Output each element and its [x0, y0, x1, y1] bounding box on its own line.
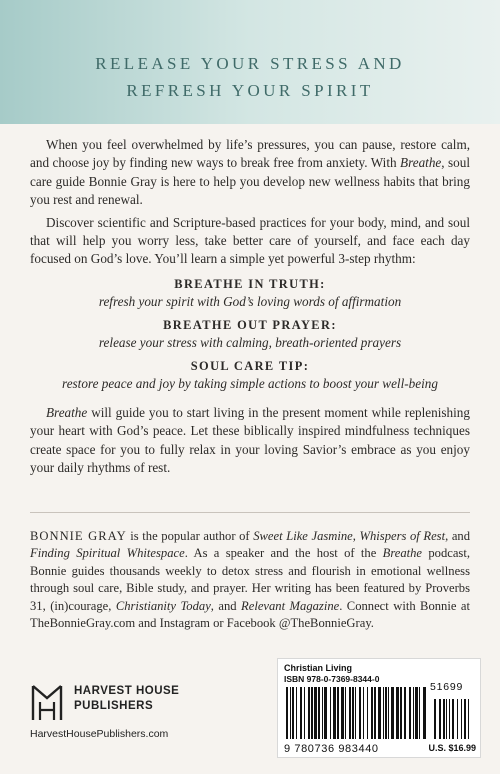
publisher-name-line-1: HARVEST HOUSE — [74, 685, 180, 697]
publisher-logo — [30, 680, 260, 740]
step-breathe-out — [30, 317, 470, 351]
bio-text: , and — [210, 598, 242, 613]
book-title: Finding Spiritual Whitespace — [30, 546, 185, 561]
podcast-title: Breathe — [382, 546, 423, 561]
step-text: refresh your spirit with God’s loving words of affirmation — [98, 293, 402, 309]
harvest-house-logo-icon — [30, 680, 64, 722]
closing-paragraph — [30, 404, 470, 478]
barcode-number: 9 780736 983440 — [284, 743, 379, 755]
bio-text: . Connect with Bonnie at TheBonnieGray.com and Instagram or Facebook @TheBonnieGray. — [30, 598, 470, 631]
bio-text: is the popular author of — [126, 529, 254, 543]
step-title: BREATHE OUT PRAYER: — [163, 317, 337, 332]
intro-text: When you feel overwhelmed by life’s pressures, you can pause, restore calm, and choose joy by finding new ways to break free from anxiety. With — [30, 137, 470, 171]
bio-text: podcast, Bonnie guides thousands weekly to detox stress and flourish in emotional wellness through soul care, Bible study, and prayer. Her writing has been featured by Proverbs 31, (in)courage, — [30, 546, 470, 613]
step-title: SOUL CARE TIP: — [190, 358, 310, 373]
step-text: release your stress with calming, breath-oriented prayers — [98, 334, 402, 350]
step-soul-care — [30, 358, 470, 392]
bio-text: , and — [445, 529, 471, 543]
headline-line-1: RELEASE YOUR STRESS AND — [95, 54, 405, 73]
step-text: restore peace and joy by taking simple actions to boost your well-being — [62, 375, 438, 391]
book-title: Sweet Like Jasmine — [253, 529, 353, 543]
step-title: BREATHE IN TRUTH: — [174, 276, 326, 291]
author-name: BONNIE GRAY — [30, 529, 127, 543]
publication-title: Christianity Today — [115, 598, 211, 613]
closing-text: will guide you to start living in the present moment while replenishing your heart with God’s peace. Let these biblically inspired mindfulness techniques create space for you to fully relax in your loving Savior’s embrace as you enjoy your daily rhythms of rest. — [30, 404, 470, 476]
intro-paragraph-1 — [30, 136, 470, 210]
barcode-bars — [284, 687, 474, 743]
step-breathe-in — [30, 276, 470, 310]
intro-paragraph-2: Discover scientific and Scripture-based practices for your body, mind, and soul that will help you worry less, take better care of yourself, and face each day focused on God’s love. You’ll learn a simple yet powerful 3-step rhythm: — [30, 214, 470, 267]
price-label: U.S. $16.99 — [428, 743, 476, 753]
isbn-label: ISBN 978-0-7369-8344-0 — [284, 674, 380, 684]
bio-text: , — [352, 529, 360, 543]
isbn-barcode-box — [277, 658, 481, 758]
description — [30, 136, 470, 477]
headline-line-2: REFRESH YOUR SPIRIT — [126, 81, 374, 100]
publisher-name-line-2: PUBLISHERS — [74, 700, 154, 712]
price-addon-number: 51699 — [430, 681, 464, 693]
book-title: Breathe — [46, 404, 88, 420]
author-bio — [30, 528, 470, 632]
intro-text: , soul care guide Bonnie Gray is here to help you develop new wellness habits that bring you rest and renewal. — [30, 155, 470, 208]
header-band — [0, 0, 500, 124]
publisher-name — [74, 684, 179, 714]
publication-title: Relevant Magazine — [241, 598, 340, 613]
cover-headline — [0, 50, 500, 104]
book-title: Whispers of Rest — [359, 529, 446, 543]
publisher-url: HarvestHousePublishers.com — [30, 728, 169, 740]
book-title: Breathe — [400, 155, 442, 171]
divider — [30, 512, 470, 513]
bio-text: . As a speaker and the host of the — [184, 546, 383, 561]
category-label: Christian Living — [284, 663, 353, 673]
